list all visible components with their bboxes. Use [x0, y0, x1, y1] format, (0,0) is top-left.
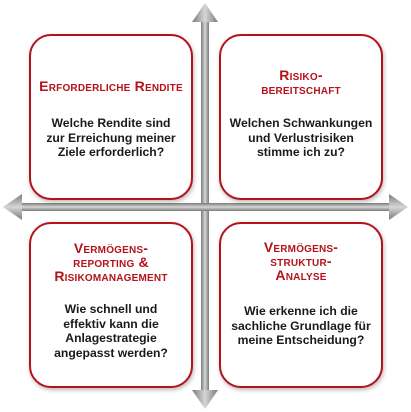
card-question: Wie schnell und effektiv kann die Anlagestrategie angepasst werden? [54, 302, 168, 360]
card-question: Wie erkenne ich die sachliche Grundlage für meine Entscheidung? [231, 304, 371, 347]
card-question: Welche Rendite sind zur Erreichung meiner Ziele erforderlich? [46, 116, 176, 159]
card-vermoegensreporting-risikomanagement [29, 222, 193, 388]
card-title: Risiko- bereitschaft [261, 67, 341, 97]
card-erforderliche-rendite [29, 34, 193, 200]
card-vermoegensstruktur-analyse [219, 222, 383, 388]
card-question: Welchen Schwankungen und Verlustrisiken stimme ich zu? [229, 116, 373, 159]
card-title: Vermögens- struktur- Analyse [263, 239, 339, 283]
card-title: Erforderliche Rendite [39, 78, 183, 94]
card-risikobereitschaft [219, 34, 383, 200]
card-title: Vermögens- reporting & Risikomanagement [54, 240, 168, 284]
